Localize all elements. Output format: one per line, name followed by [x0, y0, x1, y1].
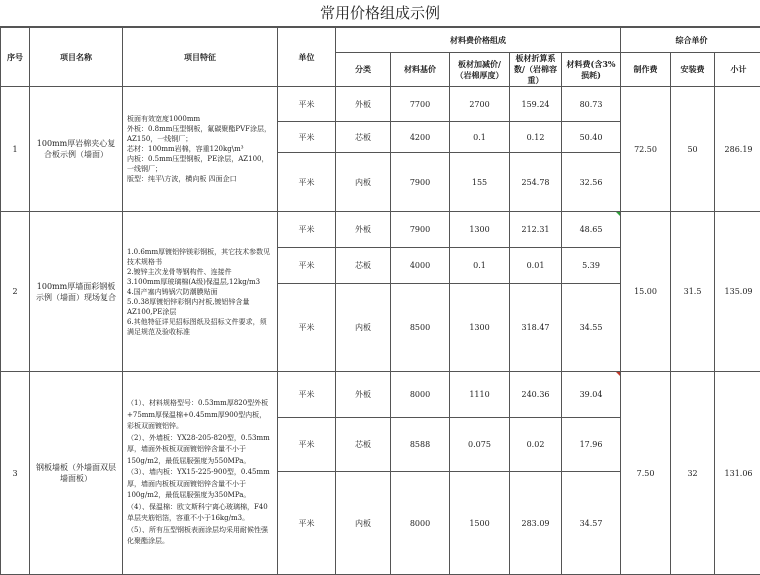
- base-price-cell: 8000: [391, 372, 450, 418]
- material-fee-cell: 50.40: [562, 122, 621, 153]
- base-price-cell: 8500: [391, 284, 450, 372]
- unit-cell: 平米: [278, 87, 336, 122]
- adjust-cell: 1300: [450, 284, 510, 372]
- unit-cell: 平米: [278, 472, 336, 575]
- base-price-cell: 8588: [391, 418, 450, 472]
- material-fee-cell: [562, 372, 621, 418]
- header-material-group: 材料费价格组成: [336, 28, 621, 53]
- table-row: [1, 212, 760, 248]
- feature-text: （1）、材料规格型号：0.53mm厚820型外板+75mm厚保温棉+0.45mm厚900型内板，彩板双面镀铝锌。 （2）、外墙板：YX28-205-820型，0.53mm厚，墙面外板板双面镀铝锌含量不小于150g/m2，最低屈服强度为550MPa。 （3）、墙内板：YX15-225-900型，0.45mm厚，墙面内板板双面镀铝锌含量不小于100g/m2，最低屈服强度为350MPa。 （4）、保温棉：欧文斯科宁离心玻璃棉，F40单层夹筋铝箔，容重不小于16kg/m3。 （5）、所有压型钢板表面涂层均采用耐候性强化聚酯涂层。: [127, 398, 273, 548]
- unit-cell: 平米: [278, 248, 336, 284]
- convert-cell: 283.09: [510, 472, 562, 575]
- material-fee-value: 48.65: [580, 225, 603, 234]
- convert-cell: 0.01: [510, 248, 562, 284]
- subtotal-cell: 286.19: [715, 87, 760, 212]
- comment-marker-icon: [616, 372, 620, 376]
- subtotal-cell: 131.06: [715, 372, 760, 575]
- base-price-cell: 7900: [391, 212, 450, 248]
- header-base-price: 材料基价: [391, 53, 450, 87]
- price-table: [0, 27, 760, 575]
- item-name-cell: 钢板墙板（外墙面双层墙面板）: [30, 372, 123, 575]
- header-row-1: [1, 28, 760, 53]
- seq-cell: 3: [1, 372, 30, 575]
- header-material-fee: 材料费(含3%损耗): [562, 53, 621, 87]
- table-row: [1, 372, 760, 418]
- header-feature: 项目特征: [123, 28, 278, 87]
- header-combined-price: 综合单价: [621, 28, 760, 53]
- convert-cell: 0.12: [510, 122, 562, 153]
- seq-cell: 2: [1, 212, 30, 372]
- header-seq: 序号: [1, 28, 30, 87]
- material-fee-cell: 5.39: [562, 248, 621, 284]
- base-price-cell: 4000: [391, 248, 450, 284]
- material-fee-cell: 34.57: [562, 472, 621, 575]
- category-cell: 芯板: [336, 248, 391, 284]
- adjust-cell: 1110: [450, 372, 510, 418]
- item-name-cell: 100mm厚岩棉夹心复合板示例（墙面）: [30, 87, 123, 212]
- header-convert: 板材折算系数/（岩棉容重）: [510, 53, 562, 87]
- header-category: 分类: [336, 53, 391, 87]
- header-subtotal: 小计: [715, 53, 760, 87]
- unit-cell: 平米: [278, 372, 336, 418]
- base-price-cell: 8000: [391, 472, 450, 575]
- material-fee-cell: 34.55: [562, 284, 621, 372]
- category-cell: 外板: [336, 87, 391, 122]
- adjust-cell: 1300: [450, 212, 510, 248]
- unit-cell: 平米: [278, 122, 336, 153]
- table-row: [1, 87, 760, 122]
- category-cell: 内板: [336, 284, 391, 372]
- material-fee-cell: [562, 212, 621, 248]
- unit-cell: 平米: [278, 284, 336, 372]
- install-fee-cell: 31.5: [671, 212, 715, 372]
- convert-cell: 0.02: [510, 418, 562, 472]
- unit-cell: 平米: [278, 418, 336, 472]
- unit-cell: 平米: [278, 153, 336, 212]
- adjust-cell: 2700: [450, 87, 510, 122]
- adjust-cell: 0.1: [450, 248, 510, 284]
- sheet-title: 常用价格组成示例: [0, 0, 760, 27]
- item-name-cell: 100mm厚墙面彩钢板示例（墙面）现场复合: [30, 212, 123, 372]
- category-cell: 内板: [336, 472, 391, 575]
- base-price-cell: 7900: [391, 153, 450, 212]
- convert-cell: 240.36: [510, 372, 562, 418]
- feature-cell: [123, 212, 278, 372]
- convert-cell: 159.24: [510, 87, 562, 122]
- seq-cell: 1: [1, 87, 30, 212]
- unit-cell: 平米: [278, 212, 336, 248]
- material-fee-cell: 80.73: [562, 87, 621, 122]
- feature-cell: [123, 372, 278, 575]
- adjust-cell: 0.075: [450, 418, 510, 472]
- feature-text: 板面有效宽度1000mm 外板：0.8mm压型钢板，氟碳聚酯PVF涂层，AZ150，一线钢厂； 芯材：100mm岩棉，容重120kg\m³ 内板：0.5mm压型钢板，PE涂层，AZ100，一线钢厂； 版型：纯平\方波，横向板 四面企口: [127, 114, 273, 184]
- header-make-fee: 制作费: [621, 53, 671, 87]
- category-cell: 外板: [336, 372, 391, 418]
- feature-cell: [123, 87, 278, 212]
- convert-cell: 318.47: [510, 284, 562, 372]
- material-fee-value: 39.04: [580, 390, 603, 399]
- install-fee-cell: 32: [671, 372, 715, 575]
- install-fee-cell: 50: [671, 87, 715, 212]
- comment-marker-icon: [616, 212, 620, 216]
- make-fee-cell: 72.50: [621, 87, 671, 212]
- category-cell: 外板: [336, 212, 391, 248]
- adjust-cell: 0.1: [450, 122, 510, 153]
- header-install-fee: 安装费: [671, 53, 715, 87]
- convert-cell: 254.78: [510, 153, 562, 212]
- feature-text: 1.0.6mm厚镀铝锌镁彩钢板，其它技术参数见技术规格书 2.镀锌主次龙骨等钢构件、连接件 3.100mm厚玻璃棉(A级)保温层,12kg/m3 4.国产塞内铸锅穴防潮膜贴面 5.0.38厚镀铝锌彩钢内衬板,镀铝锌含量AZ100,PE涂层 6.其他特征详见招标图纸及招标文件要求，须满足规范及验收标准: [127, 247, 273, 337]
- category-cell: 内板: [336, 153, 391, 212]
- adjust-cell: 155: [450, 153, 510, 212]
- make-fee-cell: 7.50: [621, 372, 671, 575]
- base-price-cell: 7700: [391, 87, 450, 122]
- category-cell: 芯板: [336, 122, 391, 153]
- material-fee-cell: 32.56: [562, 153, 621, 212]
- base-price-cell: 4200: [391, 122, 450, 153]
- subtotal-cell: 135.09: [715, 212, 760, 372]
- header-name: 项目名称: [30, 28, 123, 87]
- header-adjust: 板材加减价/（岩棉厚度）: [450, 53, 510, 87]
- adjust-cell: 1500: [450, 472, 510, 575]
- header-unit: 单位: [278, 28, 336, 87]
- convert-cell: 212.31: [510, 212, 562, 248]
- make-fee-cell: 15.00: [621, 212, 671, 372]
- category-cell: 芯板: [336, 418, 391, 472]
- material-fee-cell: 17.96: [562, 418, 621, 472]
